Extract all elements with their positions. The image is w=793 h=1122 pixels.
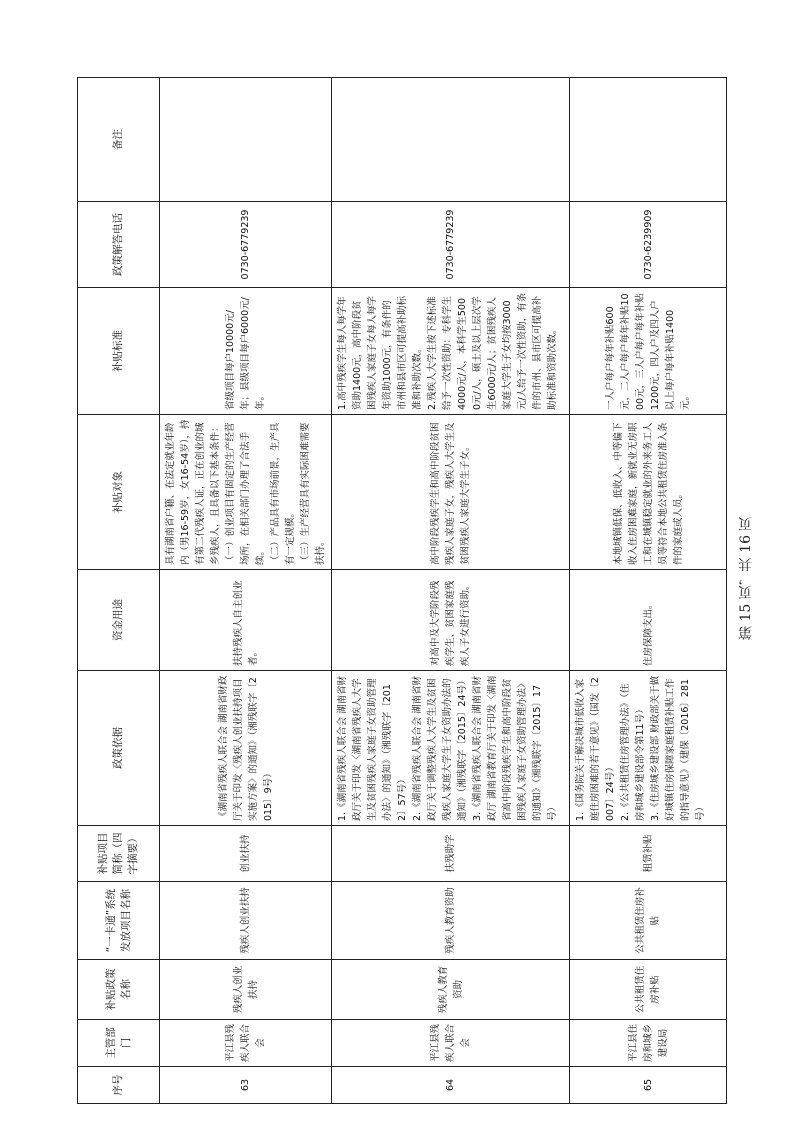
standard-item: 1.高中残疾学生每人每学年资助1400元，高中阶段贫困残疾人家庭子女每人每学年资助1000元，有条件的市州和县市区可提高补助标准和补助次数。 (337, 295, 423, 410)
standard-cell (332, 288, 570, 415)
target-item: （三）生产经营具有实际困难需要扶持。 (300, 422, 326, 565)
phone-cell: 0730-6239909 (570, 202, 727, 288)
row-number: 63 (160, 1067, 332, 1104)
basis-cell (332, 671, 570, 826)
usage-cell: 扶持残疾人自主创业者。 (160, 570, 332, 671)
standard-cell (160, 288, 332, 415)
policy-name-cell: 公共租赁住房补贴 (570, 960, 727, 1020)
basis-item: 3.《住房城乡建设部 财政部关于做好城镇住房保障家庭租赁补贴工作的指导意见》（建保〔2016〕281号） (650, 675, 706, 821)
basis-item: 2.《湖南省残疾人联合会 湖南省财政厅关于调整残疾人大学生及贫困残疾人家庭大学生子女资助办法的通知》（湘残联字〔2015〕24号） (412, 675, 468, 821)
phone-cell: 0730-6779239 (160, 202, 332, 288)
basis-item: 《湖南省残疾人联合会 湖南省财政厅关于印发〈残疾人创业扶持项目实施方案〉的通知》（湘残联字〔2015〕9号） (217, 675, 274, 821)
header-cell-target: 补贴对象 (78, 415, 160, 570)
standard-item: 2.残疾人大学生按下述标准给予一次性资助：专科学生4000元/人，本科学生5000元/人，硕士及以上层次学生6000元/人；贫困残疾人家庭大学生子女均按3000元/人给予一次性资助，有条件的市州、县市区可提高补助标准和资助次数。 (427, 292, 558, 410)
basis-item: 1.《国务院关于解决城市低收入家庭住房困难的若干意见》（国发〔2007〕24号） (575, 677, 616, 821)
short-name-cell: 租赁补贴 (570, 826, 727, 882)
header-cell-policy-name: 补贴政策名称 (78, 960, 160, 1020)
target-item: （二）产品具有市场前景，生产具有一定规模。 (270, 422, 296, 565)
target-cell (160, 415, 332, 570)
page-number: 第 15 页，共 16 页 (738, 516, 754, 640)
standard-item: 一人户每户每年补贴600元，二人户每户每年补贴1000元，三人户每户每年补贴1200元，四人户及四人户以上每户每年补贴1400元。 (605, 293, 691, 410)
target-item: 具有湖南省户籍、在法定就业年龄内（男16-59岁，女16-54岁），持有第二代残疾人证，正在创业的城乡残疾人，且具备以下基本条件： (165, 419, 221, 565)
header-cell-phone: 政策解答电话 (78, 202, 160, 288)
short-name-cell: 扶残助学 (332, 826, 570, 882)
header-cell-usage: 资金用途 (78, 570, 160, 671)
header-cell-dept: 主管部门 (78, 1020, 160, 1067)
header-cell-short-name: 补贴项目简称（四字摘要） (78, 826, 160, 882)
dept-cell: 平江县住房和城乡建设局 (570, 1020, 727, 1067)
target-item: 高中阶段残疾学生和高中阶段贫困残疾人家庭子女，残疾人大学生及贫困残疾人家庭大学生子女。 (430, 422, 471, 565)
table-row (570, 78, 727, 1104)
basis-item: 1.《湖南省残疾人联合会 湖南省财政厅关于印发〈湖南省残疾人大学生及贫困残疾人家庭子女资助管理办法〉的通知》（湘残联字〔2012〕57号） (337, 675, 408, 821)
standard-item: 省级项目每户10000元/年；县级项目每户6000元/年。 (225, 297, 266, 410)
target-item: 本地城镇低保、低收入、中等偏下收入住房困难家庭，新就业无房职工和在城镇稳定就业的外来务工人员等符合本地公共租赁住房准入条件的家庭或人员。 (612, 422, 684, 565)
standard-cell (570, 288, 727, 415)
basis-item: 2.《公共租赁住房管理办法》（住房和城乡建设部令第11号） (620, 683, 646, 821)
short-name-cell: 创业扶持 (160, 826, 332, 882)
basis-cell (570, 671, 727, 826)
header-row (78, 78, 160, 1104)
usage-cell: 住房保障支出。 (570, 570, 727, 671)
dept-cell: 平江县残疾人联合会 (332, 1020, 570, 1067)
dept-cell: 平江县残疾人联合会 (160, 1020, 332, 1067)
remark-cell (570, 78, 727, 202)
basis-cell (160, 671, 332, 826)
policy-table (77, 77, 727, 1104)
system-item-cell: 公共租赁住房补贴 (570, 882, 727, 960)
phone-cell: 0730-6779239 (332, 202, 570, 288)
system-item-cell: 残疾人创业扶持 (160, 882, 332, 960)
table-row (160, 78, 332, 1104)
system-item-cell: 残疾人教育资助 (332, 882, 570, 960)
header-cell-basis: 政策依据 (78, 671, 160, 826)
header-cell-no: 序号 (78, 1067, 160, 1104)
row-number: 64 (332, 1067, 570, 1104)
header-cell-standard: 补贴标准 (78, 288, 160, 415)
header-cell-system-item: “一卡通”系统发放项目名称 (78, 882, 160, 960)
table-row (332, 78, 570, 1104)
policy-name-cell: 残疾人创业扶持 (160, 960, 332, 1020)
basis-item: 3.《湖南省残疾人联合会 湖南省财政厅 湖南省教育厅关于印发〈湖南省高中阶段残疾学生和高中阶段贫困残疾人家庭子女资助管理办法〉的通知》（湘残联字〔2015〕17号） (472, 675, 558, 821)
header-cell-remark: 备注 (78, 78, 160, 202)
usage-cell: 对高中及大学阶段残疾学生、贫困家庭残疾人子女进行资助。 (332, 570, 570, 671)
policy-name-cell: 残疾人教育资助 (332, 960, 570, 1020)
target-cell (332, 415, 570, 570)
target-item: （一）创业项目有固定的生产经营场所，在相关部门办理了合法手续。 (225, 422, 266, 565)
target-cell (570, 415, 727, 570)
remark-cell (160, 78, 332, 202)
remark-cell (332, 78, 570, 202)
row-number: 65 (570, 1067, 727, 1104)
